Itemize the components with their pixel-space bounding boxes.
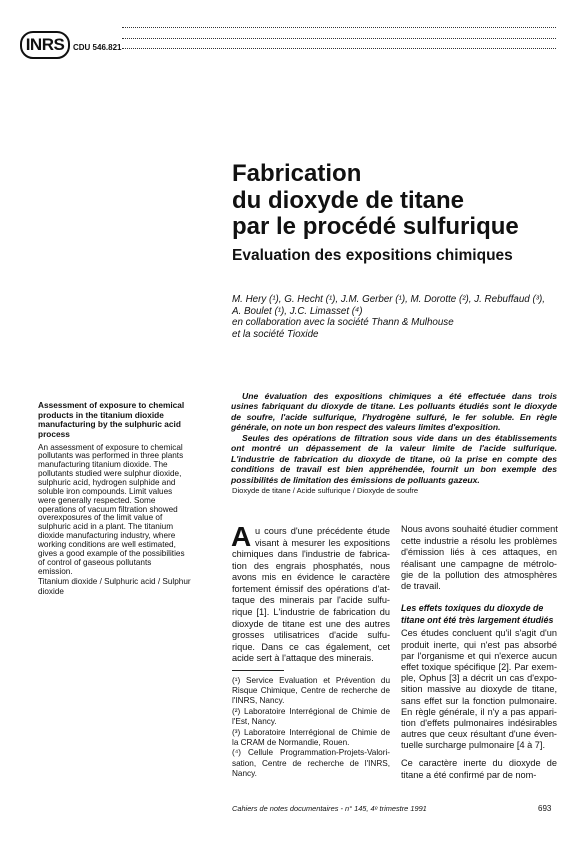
abstract-line: Une évaluation des expositions chimiques a été effectuée dans trois	[242, 390, 557, 401]
footnote-line: Nancy.	[232, 768, 257, 778]
english-summary-line: were generally respected. Some	[38, 495, 156, 505]
english-summary-line: pollutants studied were sulphur dioxide,	[38, 469, 182, 479]
toxicity-paragraph	[401, 628, 557, 751]
body-line: Nous avons souhaité étudier comment	[401, 524, 558, 535]
english-summary-line: gives a good example of the possibilities	[38, 548, 185, 558]
english-summary-line: working conditions are well estimated,	[38, 539, 176, 549]
affiliation-footnotes	[232, 676, 390, 779]
english-title-line: manufacturing by the sulphuric acid	[38, 419, 181, 430]
footnote-line: sation, Centre de recherche de l'INRS,	[232, 758, 390, 768]
english-summary-line: An assessment of exposure to chemical	[38, 442, 183, 452]
intro-paragraph	[232, 526, 390, 665]
body-line: tion des engrais phosphatés, nous	[232, 560, 390, 571]
body-line: avons mis en évidence le caractère	[232, 572, 390, 583]
english-summary-line: sulphuric acid in a plant. The titanium	[38, 522, 174, 532]
decorative-dotted-rule	[122, 48, 556, 49]
abstract-line: conditions de travail est bien appréhendée, fournit un bon exemple des	[231, 464, 557, 475]
drop-cap: A	[231, 521, 252, 552]
body-line: de travail.	[401, 581, 441, 592]
body-line: tion d'effets pulmonaires indésirables	[401, 718, 557, 729]
journal-reference: Cahiers de notes documentaires - n° 145, 4ᵉ trimestre 1991	[232, 804, 427, 813]
body-line: Ce caractère inerte du dioxyde de	[401, 758, 557, 769]
author-list	[232, 294, 545, 341]
body-line: En règle générale, il n'y a pas appari-	[401, 706, 557, 717]
footnote-line: l'Est, Nancy.	[232, 717, 277, 727]
body-line: titane a été confirmé par de nom-	[401, 769, 537, 780]
body-line: par l'organisme et qui n'exerce aucun	[401, 650, 557, 661]
english-keyword-line: dioxide	[38, 586, 64, 596]
footnote-line: Risque Chimique, Centre de recherche de	[232, 686, 390, 696]
body-line: rique. Dans ce cas également, cet	[232, 641, 390, 652]
title-line: du dioxyde de titane	[232, 186, 465, 214]
body-line: d'émission liés à ces attaques, en	[401, 547, 557, 558]
body-line: fortement émissif des opérations d'at-	[232, 583, 390, 594]
english-keywords	[38, 577, 191, 596]
heading-line: titane ont été très largement étudiés	[401, 614, 554, 625]
section-heading	[401, 603, 553, 626]
english-summary-line: overexposures of the limit value of	[38, 513, 163, 523]
body-line: sition massive au dioxyde de titane,	[401, 684, 557, 695]
body-line: tuelle surcharge pulmonaire [4 à 7].	[401, 740, 546, 751]
abstract-line: usines fabriquant du dioxyde de titane. Les polluants étudiés sont le dioxyde	[231, 401, 557, 412]
body-line: réalisant une campagne de métrolo-	[401, 558, 557, 569]
abstract-line: ont montré un dépassement de la valeur limite de l'acide sulfurique.	[231, 443, 557, 454]
body-line: effet toxique spécifique [2]. Par exem-	[401, 662, 557, 672]
footnote-line: (⁴) Cellule Programmation-Projets-Valori-	[232, 748, 390, 758]
abstract-line: de soufre, l'acide sulfurique, l'hydrogène sulfuré, le fer soluble. En règle	[231, 411, 557, 422]
inrs-logo: INRS	[20, 31, 70, 59]
english-keyword-line: Titanium dioxide / Sulphuric acid / Sulphur	[38, 577, 191, 586]
title-line: Fabrication	[232, 160, 362, 187]
author-line: A. Boulet (¹), J.C. Limasset (⁴)	[232, 305, 363, 317]
body-line: cette industrie a résolu les problèmes	[401, 535, 557, 546]
english-summary-line: manufacturing titanium dioxide. The	[38, 460, 168, 470]
english-summary-title	[38, 401, 184, 439]
article-title	[232, 161, 519, 241]
footnote-separator	[232, 670, 284, 671]
objective-paragraph	[401, 524, 557, 592]
page-number: 693	[538, 804, 552, 813]
footnote-line: la CRAM de Normandie, Rouen.	[232, 737, 350, 747]
english-summary-line: emission.	[38, 566, 73, 576]
abstract-line: Seules des opérations de filtration sous vide dans un des établissements	[242, 432, 557, 443]
body-line: sans effet sur la fonction pulmonaire.	[401, 695, 557, 706]
body-line: chimiques dans l'industrie de fabrica-	[232, 549, 390, 560]
title-line: par le procédé sulfurique	[232, 213, 519, 240]
abstract	[231, 391, 557, 486]
author-line: et la société Tioxide	[232, 329, 319, 341]
english-title-line: Assessment of exposure to chemical	[38, 400, 185, 410]
english-summary-line: of control of gaseous pollutants	[38, 557, 152, 567]
body-line: grosses utilisatrices d'acide sulfu-	[232, 630, 390, 641]
body-line: gie de la pollution des atmosphères	[401, 569, 557, 580]
footnote-line: (³) Laboratoire Interrégional de Chimie de	[232, 727, 390, 737]
english-title-line: products in the titanium dioxide	[38, 409, 164, 420]
footnote-line: (¹) Service Evaluation et Prévention du	[232, 675, 390, 685]
body-line: autres que ceux résultant d'une éven-	[401, 729, 557, 740]
body-line: produit inerte, qui n'est pas absorbé	[401, 639, 557, 650]
body-line: acide sert à l'attaque des minerais.	[232, 653, 374, 664]
cdu-classification: CDU 546.821	[73, 43, 122, 52]
abstract-line: L'industrie de fabrication du dioxyde de titane, où la prise en compte des	[231, 453, 557, 464]
decorative-dotted-rule	[122, 27, 556, 28]
author-line: M. Hery (¹), G. Hecht (¹), J.M. Gerber (¹), M. Dorotte (²), J. Rebuffaud (³),	[232, 294, 545, 305]
body-line: visant à mesurer les expositions	[255, 537, 390, 548]
english-summary-body	[38, 444, 185, 577]
body-line: rique [1]. L'industrie de fabrication du	[232, 607, 390, 618]
footnote-line: l'INRS, Nancy.	[232, 696, 285, 706]
english-summary-line: dioxide manufacturing industry, where	[38, 531, 176, 541]
footnote-line: (²) Laboratoire Interrégional de Chimie de	[232, 706, 390, 716]
abstract-line: possibilités de limitation des émissions de polluants gazeux.	[231, 474, 480, 485]
body-line: u cours d'une précédente étude	[255, 526, 390, 537]
decorative-dotted-rule	[122, 38, 556, 39]
abstract-line: générale, on note un bon respect des valeurs limites d'exposition.	[231, 422, 501, 433]
english-title-line: process	[38, 428, 70, 439]
english-summary-line: operations of vacuum filtration showed	[38, 504, 178, 514]
body-line: ple, Ophus [3] a décrit un cas d'expo-	[401, 673, 557, 684]
french-keywords: Dioxyde de titane / Acide sulfurique / Dioxyde de soufre	[232, 486, 419, 495]
inert-paragraph	[401, 758, 557, 780]
heading-line: Les effets toxiques du dioxyde de	[401, 603, 544, 614]
body-line: taque des minerais par l'acide sulfu-	[232, 595, 390, 606]
english-summary-line: pollutants was performed in three plants	[38, 451, 184, 461]
english-summary-line: sulphuric acid, hydrogen sulphide and	[38, 477, 176, 487]
article-subtitle: Evaluation des expositions chimiques	[232, 247, 513, 264]
author-line: en collaboration avec la société Thann & Mulhouse	[232, 317, 454, 329]
english-summary-line: soluble iron compounds. Limit values	[38, 486, 173, 496]
body-line: dioxyde de titane est une des autres	[232, 618, 390, 629]
body-line: Ces études concluent qu'il s'agit d'un	[401, 628, 557, 639]
